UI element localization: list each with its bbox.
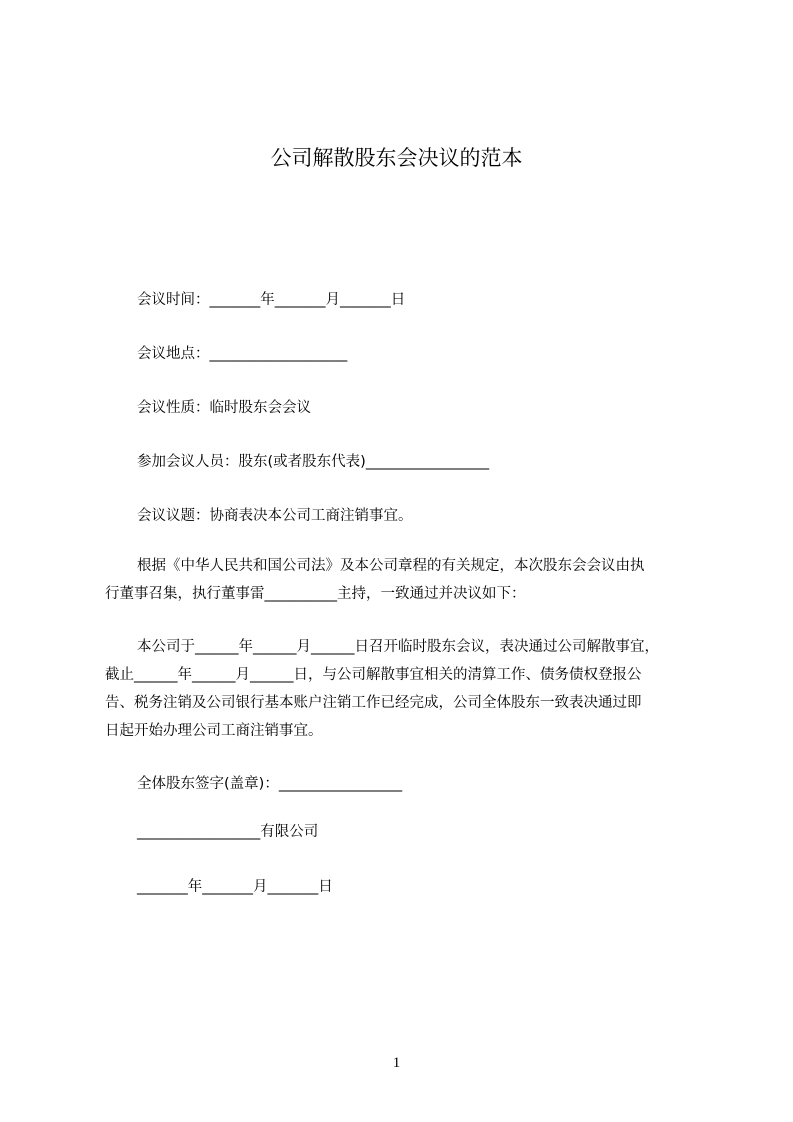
signature-date: _______年_______月_______日 [137, 879, 333, 895]
meeting-place: 会议地点：___________________ [137, 346, 348, 362]
shareholder-signature: 全体股东签字(盖章)：_________________ [137, 776, 403, 792]
paragraph-line: 告、税务注销及公司银行基本账户注销工作已经完成，公司全体股东一致表决通过即 [105, 695, 642, 711]
paragraph-line: 截止______年______月______日，与公司解散事宜相关的清算工作、债务债权登报公 [105, 667, 642, 683]
meeting-attendees: 参加会议人员：股东(或者股东代表)_________________ [137, 454, 490, 470]
paragraph-line: 根据《中华人民共和国公司法》及本公司章程的有关规定，本次股东会会议由执 [137, 558, 645, 574]
paragraph-line: 行董事召集，执行董事雷__________主持，一致通过并决议如下： [105, 586, 526, 602]
document-title: 公司解散股东会决议的范本 [270, 146, 523, 170]
meeting-time: 会议时间：_______年_______月_______日 [137, 292, 406, 308]
paragraph-line: 日起开始办理公司工商注销事宜。 [105, 723, 323, 739]
company-name: _________________有限公司 [137, 824, 319, 840]
meeting-nature: 会议性质：临时股东会会议 [137, 400, 311, 416]
meeting-topic: 会议议题：协商表决本公司工商注销事宜。 [137, 508, 413, 524]
page-number: 1 [392, 1055, 401, 1071]
paragraph-line: 本公司于______年______月______日召开临时股东会议，表决通过公司解散事宜， [137, 639, 659, 655]
